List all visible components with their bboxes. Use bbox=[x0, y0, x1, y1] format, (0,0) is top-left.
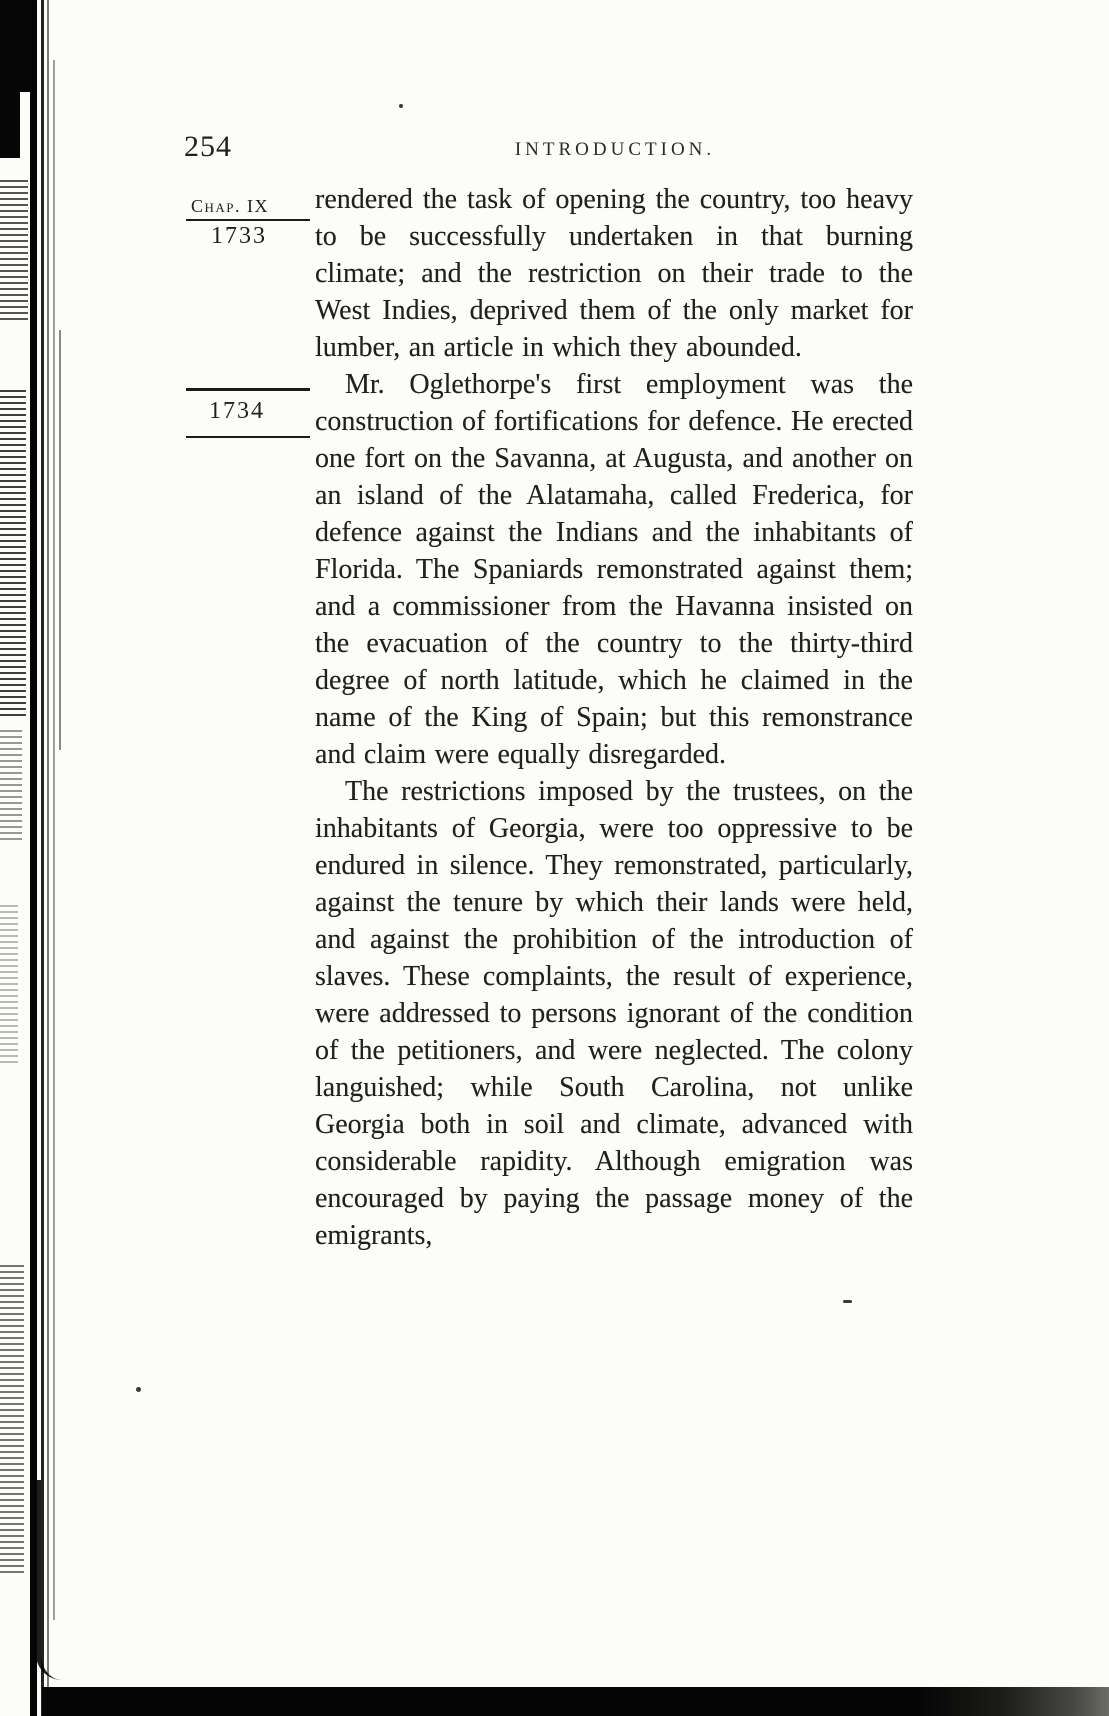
binding-line-faint-short bbox=[59, 330, 61, 750]
paragraph-continuation: rendered the task of opening the country, too heavy to be successfully undertaken in that burning climate; and the restriction on their trade to the West Indies, deprived them of the only market for lumber, an article in which they abounded. bbox=[315, 184, 913, 363]
edge-scratches bbox=[0, 390, 26, 720]
binding-line-medium bbox=[41, 0, 44, 1716]
paragraph-oglethorpe: Mr. Oglethorpe's first employment was the construction of fortifications for defence. He erected one fort on the Savanna, at Augusta, and another on an island of the Alatamaha, called Frederica, for defence against the Indians and the inhabitants of Florida. The Spaniards remonstrated against them; and a commissioner from the Havanna insisted on the evacuation of the country to the thirty-third degree of north latitude, which he claimed in the name of the King of Spain; but this remonstrance and claim were equally disregarded. bbox=[315, 369, 913, 770]
sidenote-year-1733: 1733 bbox=[211, 223, 267, 249]
binding-shadow-corner-lower bbox=[0, 88, 20, 158]
edge-scratches bbox=[0, 905, 18, 1065]
edge-scratches bbox=[0, 730, 22, 840]
sidenote-chapter: Chap. IX bbox=[191, 196, 270, 216]
running-header: INTRODUCTION. bbox=[514, 139, 716, 160]
paragraph-restrictions: The restrictions imposed by the trustees, on the inhabitants of Georgia, were too oppressive to be endured in silence. They remonstrated, particularly, against the tenure by which their lands were held, and against the prohibition of the introduction of slaves. These complaints, the result of experience, were addressed to persons ignorant of the condition of the petitioners, and were neglected. The colony languished; while South Carolina, not unlike Georgia both in soil and climate, advanced with considerable rapidity. Although emigration was encouraged by paying the passage money of the emigrants, bbox=[315, 776, 913, 1251]
sidenote-year-1734: 1734 bbox=[209, 398, 265, 424]
binding-line-thin bbox=[47, 0, 49, 1716]
ink-speck bbox=[399, 104, 403, 108]
edge-scratches bbox=[0, 1265, 24, 1575]
binding-line-faint bbox=[53, 60, 55, 1620]
ink-speck bbox=[136, 1387, 141, 1392]
body-text-column bbox=[315, 181, 913, 1254]
binding-line-thick bbox=[30, 0, 37, 1716]
sidenote-rule bbox=[186, 388, 310, 391]
page-number: 254 bbox=[184, 130, 232, 163]
binding-curve-mark bbox=[36, 1480, 62, 1680]
ink-speck bbox=[843, 1300, 852, 1303]
sidenote-rule bbox=[186, 436, 310, 438]
edge-scratches bbox=[0, 180, 28, 320]
binding-shadow-corner bbox=[0, 0, 30, 92]
bottom-scan-bar bbox=[42, 1687, 1109, 1716]
sidenote-rule bbox=[186, 219, 310, 221]
